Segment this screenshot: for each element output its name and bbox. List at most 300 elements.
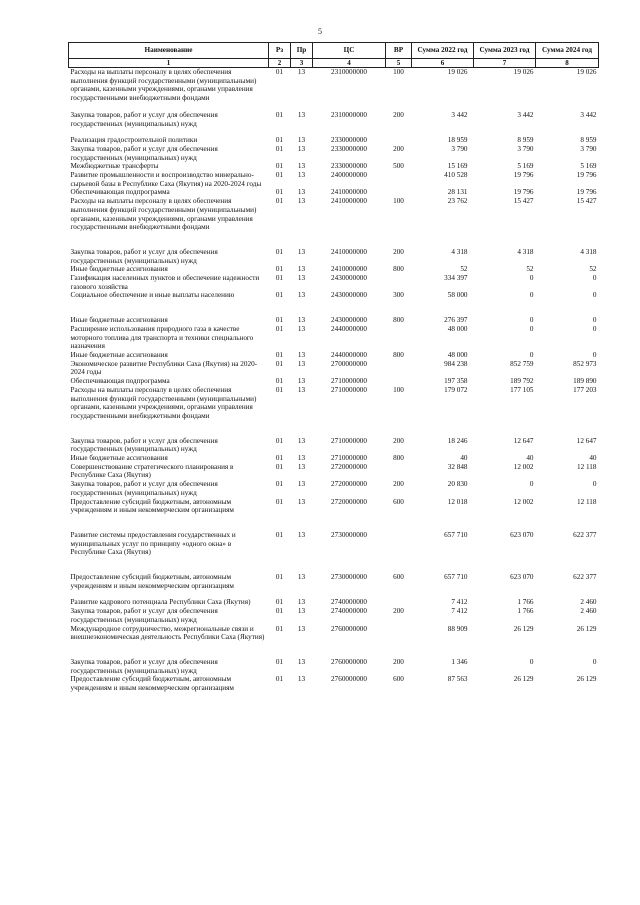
row-vr: 200	[393, 144, 404, 153]
row-sum-2022: 48 000	[447, 324, 468, 333]
page-number: 5	[318, 27, 322, 36]
row-vr: 800	[393, 316, 404, 325]
row-sum-2024: 40	[589, 454, 597, 463]
table-row	[69, 171, 599, 188]
row-rz: 01	[275, 657, 284, 666]
row-vr: 200	[393, 436, 404, 445]
row-rz: 01	[275, 188, 284, 197]
row-name: Расширение использования природного газа в качестве моторного топлива для транспорта и техники специального назначения	[70, 324, 254, 351]
row-rz: 01	[275, 144, 284, 153]
row-sum-2022: 7 412	[451, 607, 468, 616]
row-sum-2024: 2 460	[580, 598, 597, 607]
table-row	[69, 188, 599, 197]
row-sum-2024: 19 796	[576, 188, 597, 197]
row-sum-2024: 3 442	[580, 110, 597, 119]
row-name: Закупка товаров, работ и услуг для обеспечения государственных (муниципальных) нужд	[70, 436, 218, 454]
table-row	[69, 351, 599, 360]
table-row	[69, 111, 599, 128]
row-vr	[386, 531, 412, 557]
row-vr	[386, 274, 412, 291]
row-sum-2023: 0	[529, 274, 534, 283]
row-pr: 13	[297, 497, 306, 506]
row-name: Иные бюджетные ассигнования	[70, 265, 168, 274]
row-spacer	[69, 308, 599, 316]
row-rz: 01	[275, 598, 284, 607]
row-pr: 13	[297, 530, 306, 539]
row-sum-2023: 26 129	[513, 624, 534, 633]
row-sum-2024: 189 890	[573, 377, 597, 386]
row-pr: 13	[297, 607, 306, 616]
row-sum-2022: 23 762	[447, 197, 468, 206]
row-pr: 13	[297, 274, 306, 283]
row-sum-2024: 12 647	[576, 436, 597, 445]
row-rz: 01	[275, 316, 284, 325]
row-sum-2024: 0	[592, 480, 597, 489]
row-sum-2022: 334 397	[444, 274, 468, 283]
row-sum-2022: 88 909	[447, 624, 468, 633]
row-vr	[386, 360, 412, 377]
row-rz: 01	[275, 136, 284, 145]
row-sum-2023: 852 759	[510, 359, 534, 368]
row-pr: 13	[297, 385, 306, 394]
row-sum-2024: 0	[592, 274, 597, 283]
row-sum-2023: 0	[529, 657, 534, 666]
row-vr: 300	[393, 291, 404, 300]
row-name: Совершенствование стратегического планирования в Республике Саха (Якутия)	[70, 462, 234, 480]
table-row	[69, 531, 599, 557]
row-rz: 01	[275, 607, 284, 616]
row-pr: 13	[297, 197, 306, 206]
row-name: Предоставление субсидий бюджетным, автономным учреждениям и иным некоммерческим организациям	[70, 497, 234, 515]
column-index: 7	[474, 59, 536, 68]
row-sum-2023: 189 792	[510, 377, 534, 386]
row-sum-2023: 26 129	[513, 675, 534, 684]
row-sum-2022: 3 442	[451, 110, 468, 119]
row-cs: 2720000000	[331, 480, 367, 489]
row-sum-2022: 20 830	[447, 480, 468, 489]
row-name: Социальное обеспечение и иные выплаты населению	[70, 291, 235, 300]
row-pr: 13	[297, 136, 306, 145]
row-sum-2024: 0	[592, 291, 597, 300]
column-index: 2	[269, 59, 291, 68]
table-row	[69, 573, 599, 590]
row-name: Экономическое развитие Республики Саха (Якутия) на 2020-2024 годы	[70, 359, 258, 377]
row-sum-2022: 52	[460, 265, 468, 274]
row-cs: 2330000000	[331, 136, 367, 145]
row-cs: 2440000000	[331, 350, 367, 359]
row-vr: 100	[393, 385, 404, 394]
row-name: Реализация градостроительной политики	[70, 136, 198, 145]
header-cs: ЦС	[313, 43, 386, 59]
row-sum-2022: 19 026	[447, 68, 468, 76]
row-name: Развитие промышленности и воспроизводство минерально-сырьевой базы в Республике Саха (Якутия) на 2020-2024 годы	[70, 171, 262, 188]
row-rz: 01	[275, 462, 284, 471]
row-vr	[386, 325, 412, 351]
row-rz: 01	[275, 497, 284, 506]
row-spacer	[69, 590, 599, 598]
row-name: Развитие системы предоставления государственных и муниципальных услуг по принципу «одного окна» в Республике Саха (Якутия)	[70, 530, 236, 557]
row-cs: 2310000000	[331, 68, 367, 76]
table-row	[69, 598, 599, 607]
row-pr: 13	[297, 247, 306, 256]
row-name: Закупка товаров, работ и услуг для обеспечения государственных (муниципальных) нужд	[70, 144, 218, 162]
row-rz: 01	[275, 110, 284, 119]
row-sum-2022: 197 358	[444, 377, 468, 386]
row-pr: 13	[297, 624, 306, 633]
row-rz: 01	[275, 385, 284, 394]
row-sum-2024: 19 796	[576, 171, 597, 180]
row-pr: 13	[297, 188, 306, 197]
row-cs: 2310000000	[331, 110, 367, 119]
row-spacer	[69, 300, 599, 308]
row-sum-2023: 12 002	[513, 497, 534, 506]
column-index: 5	[386, 59, 412, 68]
row-sum-2022: 18 959	[447, 136, 468, 145]
row-pr: 13	[297, 377, 306, 386]
row-sum-2022: 657 710	[444, 530, 468, 539]
row-pr: 13	[297, 171, 306, 180]
column-index-row	[69, 59, 599, 68]
row-sum-2022: 410 528	[444, 171, 468, 180]
row-sum-2024: 2 460	[580, 607, 597, 616]
row-vr: 200	[393, 480, 404, 489]
table-row	[69, 625, 599, 642]
row-sum-2024: 0	[592, 350, 597, 359]
row-rz: 01	[275, 291, 284, 300]
row-sum-2022: 28 131	[447, 188, 468, 197]
row-name: Иные бюджетные ассигнования	[70, 350, 168, 359]
table-row	[69, 498, 599, 515]
row-vr: 600	[393, 497, 404, 506]
row-sum-2023: 5 169	[517, 162, 534, 171]
row-sum-2024: 622 377	[573, 573, 597, 582]
table-row	[69, 437, 599, 454]
row-sum-2023: 0	[529, 316, 534, 325]
row-sum-2022: 7 412	[451, 598, 468, 607]
row-vr: 200	[393, 657, 404, 666]
row-name: Закупка товаров, работ и услуг для обеспечения государственных (муниципальных) нужд	[70, 247, 218, 265]
row-cs: 2710000000	[331, 436, 367, 445]
row-vr	[386, 625, 412, 642]
row-cs: 2400000000	[331, 171, 367, 180]
row-spacer	[69, 642, 599, 650]
row-pr: 13	[297, 291, 306, 300]
row-sum-2024: 8 959	[580, 136, 597, 145]
row-pr: 13	[297, 359, 306, 368]
row-vr	[386, 377, 412, 386]
row-sum-2024: 26 129	[576, 624, 597, 633]
table-row	[69, 162, 599, 171]
row-spacer	[69, 240, 599, 248]
row-name: Предоставление субсидий бюджетным, автономным учреждениям и иным некоммерческим организациям	[70, 675, 234, 693]
row-spacer	[69, 421, 599, 429]
row-sum-2023: 40	[526, 454, 534, 463]
row-rz: 01	[275, 359, 284, 368]
row-sum-2023: 623 070	[510, 573, 534, 582]
row-sum-2024: 4 318	[580, 247, 597, 256]
table-row	[69, 316, 599, 325]
row-pr: 13	[297, 350, 306, 359]
row-sum-2022: 32 848	[447, 462, 468, 471]
row-cs: 2430000000	[331, 316, 367, 325]
row-cs: 2730000000	[331, 573, 367, 582]
row-pr: 13	[297, 480, 306, 489]
row-vr: 800	[393, 350, 404, 359]
row-sum-2023: 19 026	[513, 68, 534, 76]
header-vr: ВР	[386, 43, 412, 59]
row-cs: 2410000000	[331, 247, 367, 256]
row-cs: 2720000000	[331, 497, 367, 506]
row-vr: 100	[393, 197, 404, 206]
row-vr: 800	[393, 265, 404, 274]
row-name: Межбюджетные трансферты	[70, 162, 159, 171]
row-pr: 13	[297, 598, 306, 607]
row-name: Международное сотрудничество, межрегиональные связи и внешнеэкономическая деятельность Республики Саха (Якутия)	[70, 624, 265, 642]
header-rz: Рз	[269, 43, 291, 59]
row-name: Обеспечивающая подпрограмма	[70, 188, 170, 197]
row-rz: 01	[275, 454, 284, 463]
row-pr: 13	[297, 162, 306, 171]
table-row	[69, 325, 599, 351]
row-name: Расходы на выплаты персоналу в целях обеспечения выполнения функций государственными (муниципальными) органами, казенными учреждениями, органами управления государственными внебюджетными фондами	[70, 68, 257, 103]
row-rz: 01	[275, 436, 284, 445]
row-name: Обеспечивающая подпрограмма	[70, 377, 170, 386]
table-row	[69, 248, 599, 265]
row-vr: 200	[393, 110, 404, 119]
row-sum-2023: 177 105	[510, 385, 534, 394]
row-vr	[386, 463, 412, 480]
row-vr	[386, 136, 412, 145]
row-rz: 01	[275, 274, 284, 283]
row-cs: 2410000000	[331, 265, 367, 274]
row-cs: 2710000000	[331, 385, 367, 394]
row-spacer	[69, 232, 599, 240]
row-spacer	[69, 429, 599, 437]
row-sum-2024: 12 118	[577, 497, 597, 506]
row-spacer	[69, 523, 599, 531]
row-sum-2023: 15 427	[513, 197, 534, 206]
table-row	[69, 145, 599, 162]
table-row	[69, 658, 599, 675]
row-pr: 13	[297, 265, 306, 274]
row-sum-2022: 12 018	[447, 497, 468, 506]
row-rz: 01	[275, 530, 284, 539]
row-cs: 2740000000	[331, 598, 367, 607]
row-pr: 13	[297, 316, 306, 325]
header-row	[69, 43, 599, 59]
row-sum-2023: 0	[529, 291, 534, 300]
row-rz: 01	[275, 247, 284, 256]
row-pr: 13	[297, 573, 306, 582]
row-cs: 2430000000	[331, 291, 367, 300]
row-name: Закупка товаров, работ и услуг для обеспечения государственных (муниципальных) нужд	[70, 110, 218, 128]
row-pr: 13	[297, 454, 306, 463]
row-cs: 2760000000	[331, 675, 367, 684]
row-cs: 2410000000	[331, 188, 367, 197]
row-vr: 200	[393, 607, 404, 616]
row-sum-2023: 1 766	[517, 598, 534, 607]
row-sum-2022: 48 000	[447, 350, 468, 359]
row-name: Газификация населенных пунктов и обеспечение надежности газового хозяйства	[70, 274, 260, 291]
row-cs: 2720000000	[331, 462, 367, 471]
row-sum-2024: 3 790	[580, 144, 597, 153]
row-vr	[386, 171, 412, 188]
row-rz: 01	[275, 265, 284, 274]
row-cs: 2440000000	[331, 324, 367, 333]
row-sum-2023: 12 647	[513, 436, 534, 445]
column-index: 3	[291, 59, 313, 68]
row-name: Закупка товаров, работ и услуг для обеспечения государственных (муниципальных) нужд	[70, 607, 218, 624]
row-sum-2024: 0	[592, 316, 597, 325]
row-sum-2024: 0	[592, 324, 597, 333]
row-spacer	[69, 103, 599, 111]
row-vr: 200	[393, 247, 404, 256]
row-sum-2024: 177 203	[573, 385, 597, 394]
row-pr: 13	[297, 462, 306, 471]
budget-table	[68, 42, 599, 693]
row-sum-2023: 12 002	[513, 462, 534, 471]
row-name: Развитие кадрового потенциала Республики Саха (Якутия)	[70, 598, 251, 607]
table-row	[69, 68, 599, 103]
row-cs: 2410000000	[331, 197, 367, 206]
row-rz: 01	[275, 480, 284, 489]
table-row	[69, 607, 599, 624]
row-sum-2022: 4 318	[451, 247, 468, 256]
row-sum-2022: 18 246	[447, 436, 468, 445]
column-index: 1	[69, 59, 269, 68]
row-sum-2024: 52	[589, 265, 597, 274]
row-vr: 600	[393, 573, 404, 582]
row-name: Расходы на выплаты персоналу в целях обеспечения выполнения функций государственными (муниципальными) органами, казенными учреждениями, органами управления государственными внебюджетными фондами	[70, 385, 257, 420]
row-cs: 2760000000	[331, 624, 367, 633]
row-sum-2022: 657 710	[444, 573, 468, 582]
row-rz: 01	[275, 350, 284, 359]
column-index: 6	[412, 59, 474, 68]
table-body	[69, 68, 599, 693]
row-sum-2023: 8 959	[517, 136, 534, 145]
row-cs: 2710000000	[331, 454, 367, 463]
row-pr: 13	[297, 675, 306, 684]
row-sum-2024: 26 129	[576, 675, 597, 684]
row-sum-2024: 5 169	[580, 162, 597, 171]
row-cs: 2700000000	[331, 359, 367, 368]
row-spacer	[69, 128, 599, 136]
row-rz: 01	[275, 324, 284, 333]
row-pr: 13	[297, 324, 306, 333]
row-rz: 01	[275, 171, 284, 180]
row-cs: 2330000000	[331, 144, 367, 153]
row-sum-2022: 179 072	[444, 385, 468, 394]
row-pr: 13	[297, 436, 306, 445]
row-spacer	[69, 650, 599, 658]
row-sum-2023: 3 790	[517, 144, 534, 153]
table-row	[69, 377, 599, 386]
row-sum-2023: 1 766	[517, 607, 534, 616]
table-row	[69, 480, 599, 497]
row-sum-2022: 15 169	[447, 162, 468, 171]
row-rz: 01	[275, 377, 284, 386]
row-pr: 13	[297, 657, 306, 666]
row-cs: 2760000000	[331, 657, 367, 666]
header-sum-2022: Сумма 2022 год	[412, 43, 474, 59]
table-row	[69, 360, 599, 377]
table-row	[69, 136, 599, 145]
row-vr: 800	[393, 454, 404, 463]
column-index: 4	[313, 59, 386, 68]
row-vr	[386, 188, 412, 197]
row-sum-2024: 852 973	[573, 359, 597, 368]
row-sum-2024: 622 377	[573, 530, 597, 539]
table-row	[69, 675, 599, 692]
header-sum-2024: Сумма 2024 год	[536, 43, 599, 59]
row-sum-2023: 19 796	[513, 171, 534, 180]
row-sum-2023: 623 070	[510, 530, 534, 539]
row-vr: 600	[393, 675, 404, 684]
row-vr: 500	[393, 162, 404, 171]
table-row	[69, 197, 599, 232]
row-pr: 13	[297, 68, 306, 76]
row-sum-2023: 3 442	[517, 110, 534, 119]
header-pr: Пр	[291, 43, 313, 59]
row-rz: 01	[275, 675, 284, 684]
row-sum-2022: 87 563	[447, 675, 468, 684]
header-sum-2023: Сумма 2023 год	[474, 43, 536, 59]
row-cs: 2740000000	[331, 607, 367, 616]
column-index: 8	[536, 59, 599, 68]
row-sum-2022: 40	[460, 454, 468, 463]
row-sum-2023: 0	[529, 480, 534, 489]
row-rz: 01	[275, 197, 284, 206]
row-spacer	[69, 565, 599, 573]
row-sum-2024: 0	[592, 657, 597, 666]
row-sum-2022: 1 346	[451, 657, 468, 666]
row-sum-2022: 3 790	[451, 144, 468, 153]
row-cs: 2430000000	[331, 274, 367, 283]
row-name: Расходы на выплаты персоналу в целях обеспечения выполнения функций государственными (муниципальными) органами, казенными учреждениями, органами управления государственными внебюджетными фондами	[70, 197, 257, 232]
row-sum-2023: 0	[529, 350, 534, 359]
row-name: Закупка товаров, работ и услуг для обеспечения государственных (муниципальных) нужд	[70, 480, 218, 497]
row-cs: 2730000000	[331, 530, 367, 539]
row-sum-2024: 12 118	[577, 462, 597, 471]
table-row	[69, 386, 599, 421]
row-cs: 2710000000	[331, 377, 367, 386]
row-spacer	[69, 515, 599, 523]
row-sum-2024: 15 427	[576, 197, 597, 206]
table-row	[69, 265, 599, 274]
row-sum-2023: 4 318	[517, 247, 534, 256]
row-vr	[386, 598, 412, 607]
row-vr: 100	[393, 68, 404, 76]
header-name: Наименование	[69, 43, 269, 59]
table-row	[69, 291, 599, 300]
row-sum-2023: 0	[529, 324, 534, 333]
row-name: Предоставление субсидий бюджетным, автономным учреждениям и иным некоммерческим организациям	[70, 573, 234, 590]
row-spacer	[69, 557, 599, 565]
row-name: Иные бюджетные ассигнования	[70, 454, 168, 463]
table-row	[69, 454, 599, 463]
row-rz: 01	[275, 624, 284, 633]
row-sum-2023: 19 796	[513, 188, 534, 197]
row-cs: 2330000000	[331, 162, 367, 171]
row-sum-2022: 276 397	[444, 316, 468, 325]
row-pr: 13	[297, 110, 306, 119]
row-name: Закупка товаров, работ и услуг для обеспечения государственных (муниципальных) нужд	[70, 657, 218, 675]
row-rz: 01	[275, 68, 284, 76]
row-sum-2022: 984 238	[444, 359, 468, 368]
row-rz: 01	[275, 573, 284, 582]
row-sum-2024: 19 026	[576, 68, 597, 76]
row-sum-2023: 52	[526, 265, 534, 274]
